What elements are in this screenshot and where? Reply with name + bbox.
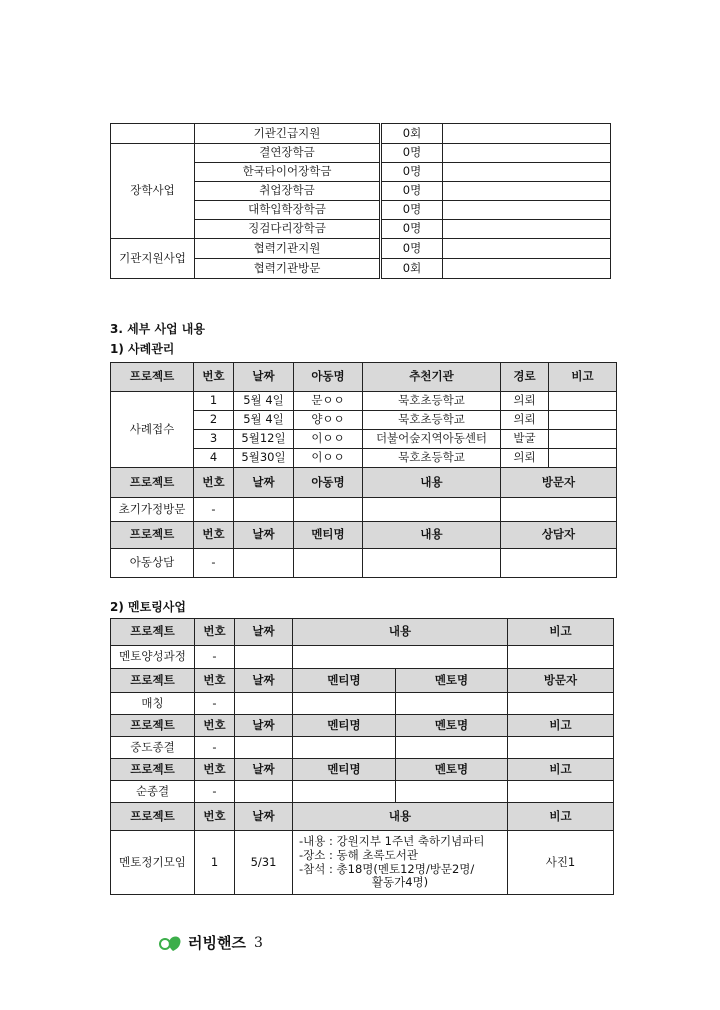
header-mentee-name: 멘티명 [293,759,396,781]
header-visitor: 방문자 [508,669,614,693]
summary-empty [443,220,611,239]
header-mentor-name: 멘토명 [396,669,508,693]
brand-name: 러빙핸즈 [188,934,246,952]
header-number: 번호 [195,803,235,831]
summary-count: 0회 [381,259,443,279]
empty-cell [501,549,617,578]
header-note: 비고 [508,619,614,646]
summary-table [110,123,611,279]
header-date: 날짜 [234,363,294,392]
header-date: 날짜 [235,619,293,646]
subsection-case-management: 1) 사례관리 [110,342,175,356]
header-content: 내용 [293,803,508,831]
header-number: 번호 [194,363,234,392]
meeting-content [293,831,508,895]
training-project: 멘토양성과정 [111,646,195,669]
header-number: 번호 [195,715,235,737]
case-date: 5월 4일 [234,411,294,430]
header-number: 번호 [194,468,234,498]
empty-cell [235,646,293,669]
case-child: 이ㅇㅇ [294,430,363,449]
meeting-project: 멘토정기모임 [111,831,195,895]
meeting-note: 사진1 [508,831,614,895]
subsection-mentoring: 2) 멘토링사업 [110,600,186,614]
case-date: 5월30일 [234,449,294,468]
empty-cell [501,498,617,522]
case-org: 묵호초등학교 [363,392,501,411]
case-route: 의뢰 [501,411,549,430]
empty-cell [363,549,501,578]
meeting-content-line: -내용 : 강원지부 1주년 축하기념파티 [299,833,485,848]
case-child: 양ㅇㅇ [294,411,363,430]
empty-cell [235,737,293,759]
case-child: 문ㅇㅇ [294,392,363,411]
empty-cell [293,693,396,715]
case-org: 묵호초등학교 [363,411,501,430]
summary-count: 0명 [381,201,443,220]
page-number: 3 [253,934,263,951]
header-counselor: 상담자 [501,522,617,549]
summary-count: 0회 [381,124,443,144]
consult-no: - [194,549,234,578]
empty-cell [508,646,614,669]
case-route: 발굴 [501,430,549,449]
summary-item: 결연장학금 [195,144,381,163]
header-note: 비고 [549,363,617,392]
header-mentee-name: 멘티명 [294,522,363,549]
summary-group-institution: 기관지원사업 [111,239,195,279]
empty-cell [396,781,508,803]
summary-empty [443,124,611,144]
summary-empty [443,144,611,163]
header-number: 번호 [195,759,235,781]
header-mentor-name: 멘토명 [396,715,508,737]
case-no: 3 [194,430,234,449]
summary-count: 0명 [381,163,443,182]
header-project: 프로젝트 [111,363,194,392]
header-date: 날짜 [235,803,293,831]
header-number: 번호 [195,619,235,646]
header-note: 비고 [508,759,614,781]
header-child-name: 아동명 [294,468,363,498]
header-child-name: 아동명 [294,363,363,392]
training-no: - [195,646,235,669]
header-content: 내용 [293,619,508,646]
empty-cell [293,737,396,759]
summary-count: 0명 [381,182,443,201]
summary-empty [443,201,611,220]
header-date: 날짜 [234,522,294,549]
visit-project: 초기가정방문 [111,498,194,522]
end-no: - [195,781,235,803]
meeting-content-line: 활동가4명) [371,875,429,890]
empty-cell [293,646,508,669]
case-date: 5월 4일 [234,392,294,411]
header-note: 비고 [508,803,614,831]
summary-item: 협력기관방문 [195,259,381,279]
footer [158,932,263,953]
header-date: 날짜 [234,468,294,498]
empty-cell [294,549,363,578]
header-note: 비고 [508,715,614,737]
empty-cell [508,737,614,759]
summary-item: 대학입학장학금 [195,201,381,220]
summary-empty [443,239,611,259]
header-number: 번호 [195,669,235,693]
visit-no: - [194,498,234,522]
case-note [549,449,617,468]
header-route: 경로 [501,363,549,392]
matching-project: 매칭 [111,693,195,715]
loving-hands-logo-icon [158,933,184,953]
summary-item: 한국타이어장학금 [195,163,381,182]
header-project: 프로젝트 [111,669,195,693]
header-referral-org: 추천기관 [363,363,501,392]
empty-cell [294,498,363,522]
matching-no: - [195,693,235,715]
case-route: 의뢰 [501,449,549,468]
summary-group-cell [111,124,195,144]
summary-group-scholarship: 장학사업 [111,144,195,239]
midend-no: - [195,737,235,759]
case-no: 4 [194,449,234,468]
header-project: 프로젝트 [111,715,195,737]
header-date: 날짜 [235,669,293,693]
header-visitor: 방문자 [501,468,617,498]
summary-count: 0명 [381,239,443,259]
empty-cell [508,781,614,803]
meeting-no: 1 [195,831,235,895]
end-project: 순종결 [111,781,195,803]
section-title: 3. 세부 사업 내용 [110,322,205,336]
empty-cell [293,781,396,803]
header-content: 내용 [363,468,501,498]
empty-cell [363,498,501,522]
header-mentee-name: 멘티명 [293,715,396,737]
summary-item: 기관긴급지원 [195,124,381,144]
header-mentee-name: 멘티명 [293,669,396,693]
midend-project: 중도종결 [111,737,195,759]
case-note [549,430,617,449]
header-project: 프로젝트 [111,522,194,549]
case-management-table [110,362,617,578]
header-project: 프로젝트 [111,468,194,498]
meeting-content-line: -참석 : 총18명(멘토12명/방문2명/ [299,861,475,876]
case-org: 더불어숲지역아동센터 [363,430,501,449]
meeting-content-line: -장소 : 동해 초록도서관 [299,847,418,862]
meeting-date: 5/31 [235,831,293,895]
mentoring-table [110,618,614,895]
case-intake-project: 사례접수 [111,392,194,468]
summary-item: 취업장학금 [195,182,381,201]
case-no: 2 [194,411,234,430]
empty-cell [234,498,294,522]
summary-empty [443,163,611,182]
header-project: 프로젝트 [111,619,195,646]
summary-item: 협력기관지원 [195,239,381,259]
header-content: 내용 [363,522,501,549]
header-mentor-name: 멘토명 [396,759,508,781]
summary-count: 0명 [381,144,443,163]
empty-cell [396,693,508,715]
header-date: 날짜 [235,715,293,737]
header-date: 날짜 [235,759,293,781]
summary-item: 징검다리장학금 [195,220,381,239]
case-no: 1 [194,392,234,411]
header-project: 프로젝트 [111,803,195,831]
case-note [549,392,617,411]
case-note [549,411,617,430]
header-project: 프로젝트 [111,759,195,781]
summary-count: 0명 [381,220,443,239]
summary-empty [443,182,611,201]
case-child: 이ㅇㅇ [294,449,363,468]
header-number: 번호 [194,522,234,549]
empty-cell [235,693,293,715]
case-date: 5월12일 [234,430,294,449]
consult-project: 아동상담 [111,549,194,578]
empty-cell [235,781,293,803]
empty-cell [234,549,294,578]
summary-empty [443,259,611,279]
empty-cell [396,737,508,759]
empty-cell [508,693,614,715]
case-route: 의뢰 [501,392,549,411]
case-org: 묵호초등학교 [363,449,501,468]
